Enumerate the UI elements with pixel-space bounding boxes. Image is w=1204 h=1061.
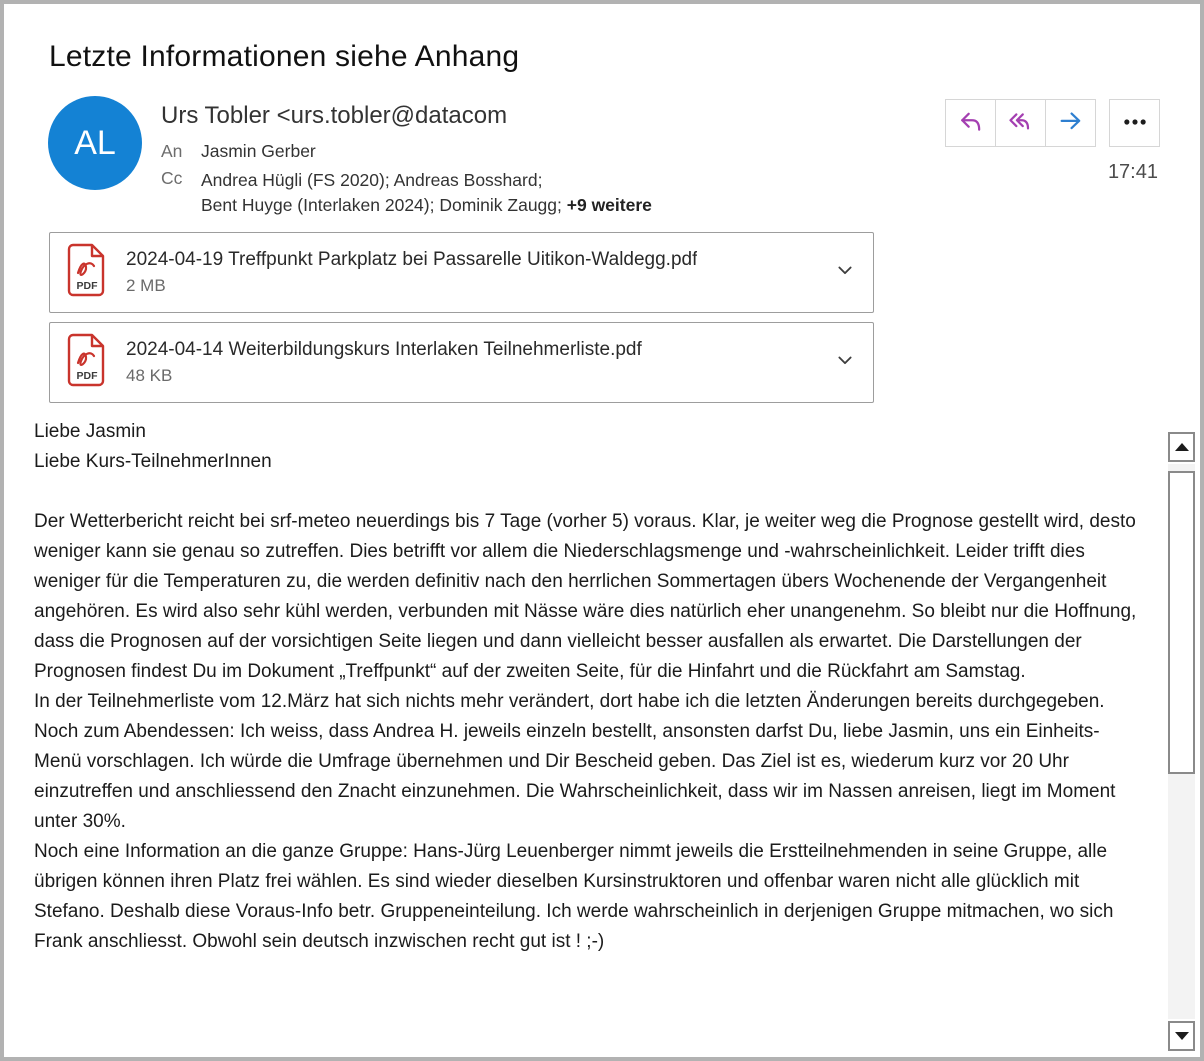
sender-name[interactable]: Urs Tobler <urs.tobler@datacom xyxy=(161,102,508,129)
attachment-meta xyxy=(126,339,642,386)
body-paragraph: Der Wetterbericht reicht bei srf-meteo neuerdings bis 7 Tage (vorher 5) voraus. Klar, je weiter weg die Prognose gestellt wird, desto weniger kann sie genau so zutreffen. Dies betrifft vor allem die Niederschlagsmenge und -wahrscheinlichkeit. Leider trifft dies weniger für die Temperaturen zu, die werden definitiv nach den herrlichen Sommertagen übers Wochenende der Vergangenheit angehören. Es wird also sehr kühl werden, verbunden mit Nässe wäre dies natürlich eher unangenehm. So bleibt nur die Hoffnung, dass die Prognosen auf der vorsichtigen Seite liegen und dann vielleicht besser ausfallen als erwartet. Die Darstellungen der Prognosen findest Du im Dokument „Treffpunkt“ auf der zweiten Seite, für die Hinfahrt und die Rückfahrt am Samstag. xyxy=(34,511,1137,682)
reply-icon xyxy=(957,108,985,139)
pdf-label: PDF xyxy=(76,280,98,292)
chevron-down-icon xyxy=(835,267,855,284)
greeting-line: Liebe Kurs-TeilnehmerInnen xyxy=(34,451,272,472)
sender-avatar[interactable]: AL xyxy=(48,96,142,190)
header-info xyxy=(161,96,652,218)
cc-label: Cc xyxy=(161,168,183,188)
email-subject: Letzte Informationen siehe Anhang xyxy=(49,40,520,73)
pdf-file-icon xyxy=(66,243,108,302)
to-label: An xyxy=(161,141,183,161)
blank-line xyxy=(34,477,1142,507)
more-options-icon xyxy=(1121,108,1149,139)
recipients xyxy=(161,141,652,218)
attachment-size: 2 MB xyxy=(126,276,166,295)
reply-button[interactable] xyxy=(945,99,996,147)
attachment-list xyxy=(49,232,1156,403)
received-time: 17:41 xyxy=(1107,161,1158,183)
forward-button[interactable] xyxy=(1045,99,1096,147)
attachment-name[interactable]: 2024-04-14 Weiterbildungskurs Interlaken Teilnehmerliste.pdf xyxy=(126,339,642,360)
scroll-up-button[interactable] xyxy=(1168,432,1195,462)
pdf-label: PDF xyxy=(76,370,98,382)
body-paragraph: In der Teilnehmerliste vom 12.März hat sich nichts mehr verändert, dort habe ich die letzten Änderungen bereits durchgegeben. Noch zum Abendessen: Ich weiss, dass Andrea H. jeweils einzeln bestellt, ansonsten darfst Du, liebe Jasmin, uns ein Einheits-Menü vorschlagen. Ich würde die Umfrage übernehmen und Dir Bescheid geben. Das Ziel ist es, wiederum kurz vor 20 Uhr einzutreffen und anschliessend den Znacht einzunehmen. Die Wahrscheinlichkeit, dass wir im Nassen anreisen, liegt im Moment unter 30%. xyxy=(34,691,1116,832)
scrollbar-track[interactable] xyxy=(1168,464,1195,1019)
attachment-card[interactable] xyxy=(49,232,874,313)
scroll-down-button[interactable] xyxy=(1168,1021,1195,1051)
triangle-down-icon xyxy=(1175,1032,1189,1040)
cc-line-1: Andrea Hügli (FS 2020); Andreas Bosshard; xyxy=(201,170,543,190)
vertical-scrollbar xyxy=(1168,432,1195,1051)
greeting-line: Liebe Jasmin xyxy=(34,421,146,442)
to-recipient[interactable]: Jasmin Gerber xyxy=(201,141,316,161)
attachment-size: 48 KB xyxy=(126,366,173,385)
cc-line-2: Bent Huyge (Interlaken 2024); Dominik Zaugg; xyxy=(201,195,567,215)
scrollbar-thumb[interactable] xyxy=(1168,471,1195,774)
reply-all-button[interactable] xyxy=(995,99,1046,147)
attachment-card[interactable] xyxy=(49,322,874,403)
attachment-name[interactable]: 2024-04-19 Treffpunkt Parkplatz bei Passarelle Uitikon-Waldegg.pdf xyxy=(126,249,698,270)
cc-recipients[interactable] xyxy=(201,168,652,218)
attachment-meta xyxy=(126,249,697,296)
attachment-dropdown-button[interactable] xyxy=(835,260,855,285)
more-options-button[interactable] xyxy=(1109,99,1160,147)
reply-all-icon xyxy=(1007,108,1035,139)
message-body xyxy=(34,417,1142,957)
triangle-up-icon xyxy=(1175,443,1189,451)
attachment-dropdown-button[interactable] xyxy=(835,350,855,375)
chevron-down-icon xyxy=(835,357,855,374)
message-actions-toolbar xyxy=(945,99,1160,147)
forward-icon xyxy=(1057,108,1085,139)
pdf-file-icon xyxy=(66,333,108,392)
cc-more-recipients[interactable]: +9 weitere xyxy=(566,195,652,215)
body-paragraph: Noch eine Information an die ganze Gruppe: Hans-Jürg Leuenberger nimmt jeweils die Erstteilnehmenden in seine Gruppe, alle übrigen können ihren Platz frei wählen. Es sind wieder dieselben Kursinstruktoren und offenbar waren nicht alle glücklich mit Stefano. Deshalb diese Voraus-Info betr. Gruppeneinteilung. Ich werde wahrscheinlich in derjenigen Gruppe mitmachen, wo sich Frank anschliesst. Obwohl sein deutsch inzwischen recht gut ist ! ;-) xyxy=(34,841,1114,952)
